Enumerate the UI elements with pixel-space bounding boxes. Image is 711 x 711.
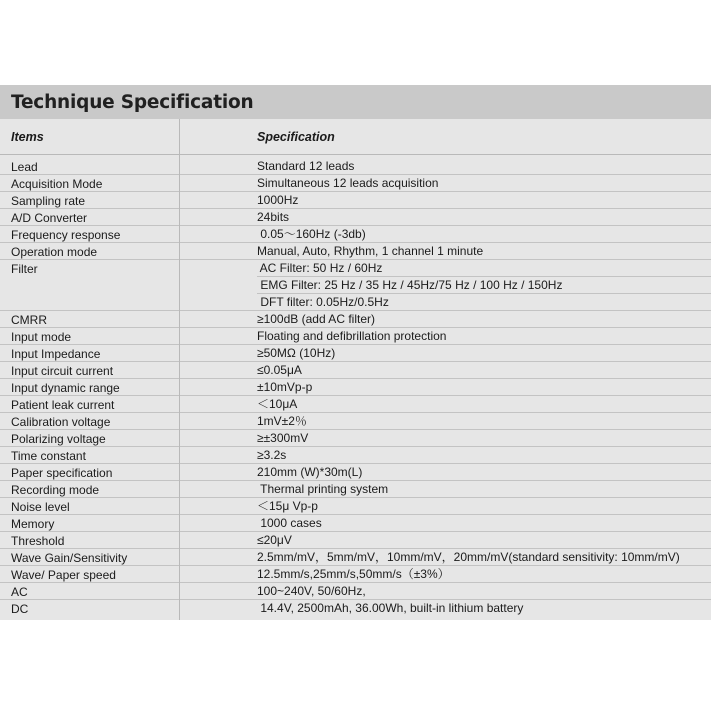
- spec-item-label: Input circuit current: [11, 364, 114, 378]
- spec-item-label: Paper specification: [11, 466, 113, 480]
- spec-value: ≥50MΩ (10Hz): [257, 346, 336, 360]
- spec-value: Manual, Auto, Rhythm, 1 channel 1 minute: [257, 244, 484, 258]
- spec-value-cell: [180, 396, 711, 412]
- spec-value-cell: [180, 226, 711, 242]
- spec-item-label: Wave Gain/Sensitivity: [11, 551, 128, 565]
- spec-value-cell: [180, 464, 711, 480]
- spec-value-cell: [180, 498, 711, 514]
- spec-value: 2.5mm/mV，5mm/mV，10mm/mV，20mm/mV(standard sensitivity: 10mm/mV): [257, 550, 680, 564]
- spec-value-cell: [180, 430, 711, 446]
- spec-item-label: Polarizing voltage: [11, 432, 106, 446]
- spec-value-cell: [180, 158, 711, 174]
- spec-item-label: Filter: [11, 262, 38, 276]
- table-row: [0, 209, 711, 226]
- spec-value: 14.4V, 2500mAh, 36.00Wh, built-in lithium battery: [257, 601, 524, 615]
- spec-value-cell: [180, 345, 711, 361]
- spec-value: ≤20μV: [257, 533, 292, 547]
- spec-value-cell: [180, 481, 711, 497]
- spec-item-label: Frequency response: [11, 228, 121, 242]
- spec-item-label: Input Impedance: [11, 347, 101, 361]
- spec-item-label: DC: [11, 602, 29, 616]
- spec-value-cell: [180, 311, 711, 327]
- spec-value: Thermal printing system: [257, 482, 389, 496]
- table-row: [0, 600, 711, 617]
- spec-value: DFT filter: 0.05Hz/0.5Hz: [257, 293, 711, 310]
- table-row: [0, 430, 711, 447]
- table-row: [0, 498, 711, 515]
- spec-value-cell: [180, 362, 711, 378]
- spec-value-cell: [180, 447, 711, 463]
- table-row: [0, 583, 711, 600]
- spec-value: ≥100dB (add AC filter): [257, 312, 375, 326]
- table-row: [0, 481, 711, 498]
- spec-value-cell: [180, 583, 711, 599]
- spec-item-label: CMRR: [11, 313, 47, 327]
- spec-value: ＜10μA: [257, 397, 298, 411]
- table-row: [0, 379, 711, 396]
- spec-value-cell: [180, 209, 711, 225]
- spec-value: Standard 12 leads: [257, 159, 355, 173]
- table-row: [0, 362, 711, 379]
- spec-value-cell: [180, 600, 711, 617]
- spec-value: 210mm (W)*30m(L): [257, 465, 363, 479]
- spec-item-label: Threshold: [11, 534, 65, 548]
- spec-item-label: AC: [11, 585, 28, 599]
- spec-value-cell: [180, 175, 711, 191]
- spec-item-label: Memory: [11, 517, 55, 531]
- spec-value: ±10mVp-p: [257, 380, 313, 394]
- table-row: [0, 192, 711, 209]
- spec-table: [0, 85, 711, 620]
- spec-item-label: Calibration voltage: [11, 415, 111, 429]
- spec-value: 12.5mm/s,25mm/s,50mm/s（±3%）: [257, 567, 450, 581]
- spec-value-cell: [180, 260, 711, 310]
- table-row: [0, 243, 711, 260]
- spec-item-label: Acquisition Mode: [11, 177, 103, 191]
- spec-value: 0.05～160Hz (-3db): [257, 227, 366, 241]
- spec-rows: [0, 155, 711, 620]
- spec-value: AC Filter: 50 Hz / 60Hz: [257, 261, 383, 275]
- table-row: [0, 566, 711, 583]
- spec-item-label: Noise level: [11, 500, 70, 514]
- spec-value-cell: [180, 515, 711, 531]
- table-row: [0, 532, 711, 549]
- spec-value: 100~240V, 50/60Hz,: [257, 584, 366, 598]
- table-row: [0, 549, 711, 566]
- table-row: [0, 464, 711, 481]
- spec-value-cell: [180, 243, 711, 259]
- spec-value-cell: [180, 192, 711, 208]
- table-row: [0, 345, 711, 362]
- spec-value-cell: [180, 413, 711, 429]
- table-row: [0, 158, 711, 175]
- spec-value: ≥3.2s: [257, 448, 287, 462]
- spec-value: Floating and defibrillation protection: [257, 329, 447, 343]
- spec-value: EMG Filter: 25 Hz / 35 Hz / 45Hz/75 Hz / 100 Hz / 150Hz: [257, 276, 711, 293]
- spec-value: 24bits: [257, 210, 290, 224]
- spec-title: Technique Specification: [0, 85, 711, 119]
- header-row: [0, 119, 711, 155]
- spec-value-cell: [180, 379, 711, 395]
- spec-item-label: Recording mode: [11, 483, 100, 497]
- spec-value: ＜15μ Vp-p: [257, 499, 318, 513]
- spec-value: 1000 cases: [257, 516, 322, 530]
- table-row: [0, 226, 711, 243]
- spec-value-cell: [180, 328, 711, 344]
- spec-table-body: [0, 119, 711, 620]
- spec-value-cell: [180, 566, 711, 582]
- table-row: [0, 328, 711, 345]
- spec-value: ≤0.05μA: [257, 363, 302, 377]
- spec-value: ≥±300mV: [257, 431, 309, 445]
- table-row: [0, 396, 711, 413]
- spec-item-label: Time constant: [11, 449, 86, 463]
- header-specification: Specification: [257, 129, 335, 144]
- spec-value-cell: [180, 549, 711, 565]
- table-row: [0, 413, 711, 430]
- spec-item-label: Operation mode: [11, 245, 98, 259]
- spec-value-cell: [180, 532, 711, 548]
- table-row: [0, 175, 711, 192]
- spec-item-label: Patient leak current: [11, 398, 115, 412]
- table-row: [0, 311, 711, 328]
- spec-value: 1mV±2％: [257, 414, 307, 428]
- spec-item-label: Wave/ Paper speed: [11, 568, 116, 582]
- spec-item-label: Input mode: [11, 330, 72, 344]
- spec-item-label: Lead: [11, 160, 38, 174]
- header-items: Items: [11, 129, 44, 144]
- spec-item-label: Sampling rate: [11, 194, 86, 208]
- spec-value: Simultaneous 12 leads acquisition: [257, 176, 439, 190]
- spec-item-label: Input dynamic range: [11, 381, 120, 395]
- table-row: [0, 515, 711, 532]
- table-row: [0, 447, 711, 464]
- spec-item-label: A/D Converter: [11, 211, 88, 225]
- spec-value: 1000Hz: [257, 193, 299, 207]
- table-row: [0, 260, 711, 311]
